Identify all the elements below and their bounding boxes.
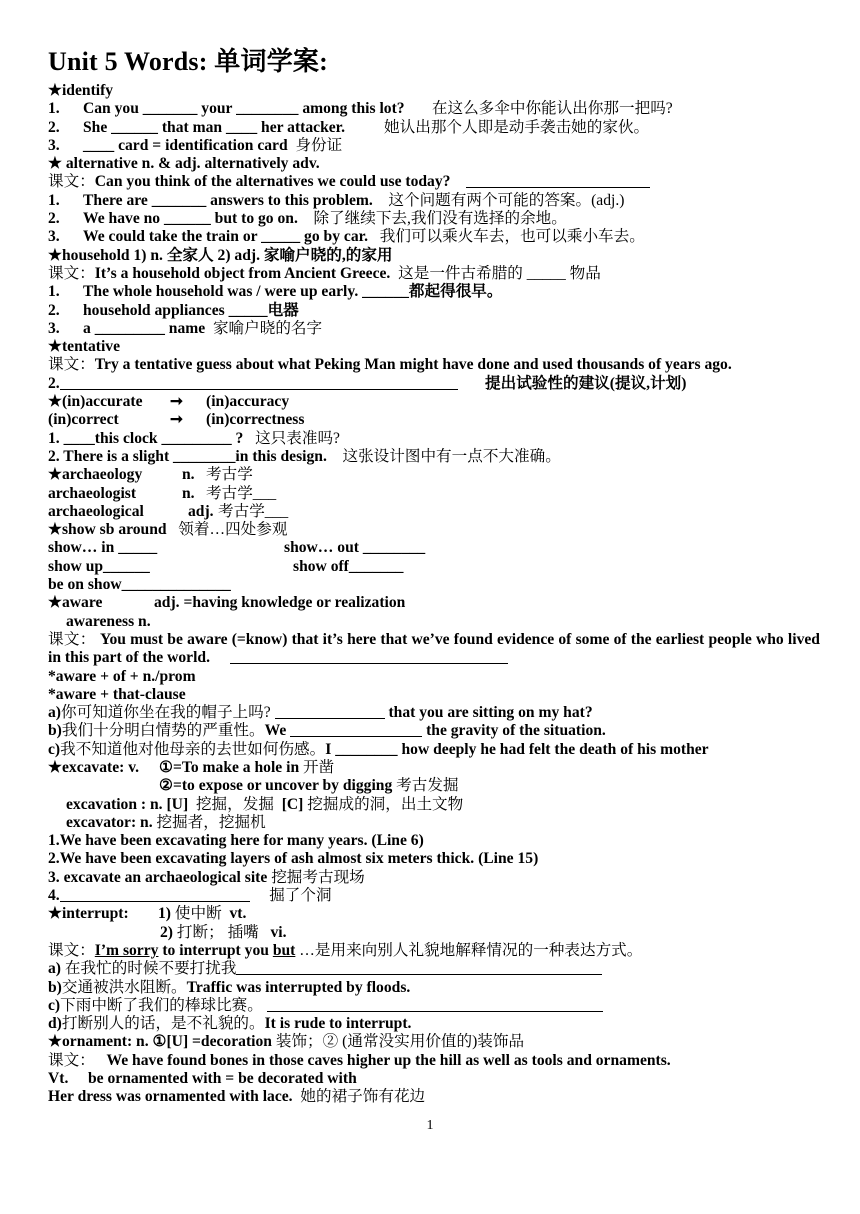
example-line: 2.We have been excavating layers of ash almost six meters thick. (Line 15) — [48, 850, 539, 868]
heading-aware — [48, 594, 820, 612]
word: ★aware — [48, 594, 103, 612]
translation: 除了继续下去,我们没有选择的余地。 — [313, 210, 567, 228]
text-sentence: Can you think of the alternatives we could use today? — [94, 173, 451, 191]
label-kewen: 课文： — [48, 941, 95, 959]
phrase: show up______ — [48, 557, 150, 575]
heading-interrupt — [48, 905, 820, 923]
meaning: 挖掘考古现场 — [271, 868, 365, 886]
meaning: 挖掘，发掘 — [195, 795, 274, 813]
translation: 打断别人的话，是不礼貌的。 — [61, 1015, 265, 1033]
item-letter: a) — [48, 704, 61, 722]
text-sentence: We have found bones in those caves higher up the hill as well as tools and ornaments. — [106, 1051, 671, 1069]
exercise-text: We — [264, 722, 287, 740]
pattern-line: *aware + of + n./prom — [48, 667, 196, 685]
phrase-line — [48, 558, 820, 576]
text-sentence: You must be aware (=know) that it’s here that we’ve found evidence of some of the earliest people who lived in this part of the world. — [48, 630, 820, 667]
answer-blank — [466, 187, 650, 188]
item-line — [48, 722, 820, 740]
item-number: 1. — [48, 191, 60, 209]
definition-line — [48, 777, 820, 795]
exercise-text: We have no ______ but to go on. — [83, 210, 298, 228]
item-line — [48, 430, 820, 448]
phrase: show off_______ — [293, 557, 404, 575]
heading-ornament — [48, 1033, 820, 1051]
item-number: 2. — [48, 210, 60, 228]
text-line — [48, 356, 820, 374]
item-number: 2. — [48, 374, 60, 392]
exercise-text: ____ card = identification card — [83, 136, 288, 154]
phrase: show… out ________ — [284, 539, 426, 557]
translation: 下雨中断了我们的棒球比赛。 — [60, 996, 263, 1014]
page-number: 1 — [426, 1118, 434, 1133]
text-line — [48, 1052, 820, 1070]
meaning: 考古发掘 — [396, 777, 459, 795]
meaning: 领着…四处参观 — [178, 521, 288, 539]
example-text: Her dress was ornamented with lace. — [48, 1088, 293, 1106]
item-line — [48, 1015, 820, 1033]
item-letter: a) — [48, 960, 61, 978]
answer-blank — [290, 736, 422, 737]
item-line — [48, 320, 820, 338]
label-kewen: 课文： — [48, 630, 96, 648]
word: excavation : n. [U] — [66, 795, 189, 813]
meaning: 开凿 — [303, 758, 335, 776]
label-kewen: 课文： — [48, 264, 95, 282]
translation: 这是一件古希腊的 _____ 物品 — [398, 264, 601, 282]
exercise-text: There are _______ answers to this problem. — [83, 191, 373, 209]
definition: ①=To make a hole in — [159, 758, 300, 776]
item-letter: c) — [48, 740, 61, 758]
item-number: 1. — [48, 283, 60, 301]
item-number: 2. — [48, 301, 60, 319]
text-line — [48, 631, 820, 668]
example-line — [48, 1088, 820, 1106]
heading-excavate — [48, 759, 820, 777]
exercise-text: The whole household was / were up early. — [83, 283, 359, 301]
word-line — [48, 814, 820, 832]
answer-blank — [230, 663, 508, 664]
answer-blank — [236, 974, 602, 975]
translation: 在我忙的时候不要打扰我 — [64, 960, 237, 978]
item-line — [48, 741, 820, 759]
item-line — [48, 100, 820, 118]
word: (in)correctness — [206, 411, 305, 429]
translation: 她的裙子饰有花边 — [300, 1088, 426, 1106]
word-line — [48, 485, 820, 503]
translation: 她认出那个人即是动手袭击她的家伙。 — [384, 118, 650, 136]
word-line — [48, 466, 820, 484]
phrase: be ornamented with = be decorated with — [88, 1070, 357, 1088]
item-letter: d) — [48, 1015, 62, 1033]
example-line — [48, 869, 820, 887]
word: excavator: n. — [66, 813, 153, 831]
underlined-phrase: I’m sorry — [94, 941, 159, 959]
translation: 我不知道他对他母亲的去世如何伤感。 — [60, 740, 326, 758]
page-title: Unit 5 Words: 单词学案: — [48, 47, 328, 76]
item-line — [48, 704, 820, 722]
phrase: ★show sb around — [48, 521, 167, 539]
exercise-text: Traffic was interrupted by floods. — [186, 978, 411, 996]
word-pair-line — [48, 411, 820, 429]
exercise-text: household appliances _____电器 — [83, 301, 299, 319]
exercise-text: I ________ how deeply he had felt the death of his mother — [325, 740, 709, 758]
item-line — [48, 448, 820, 466]
item-line — [48, 283, 820, 301]
example-line: 1.We have been excavating here for many years. (Line 6) — [48, 832, 424, 850]
part-of-speech: vt. — [229, 905, 247, 923]
item-line — [48, 960, 820, 978]
arrow-icon: ➞ — [170, 411, 184, 429]
text-sentence: to interrupt you — [162, 941, 269, 959]
label-kewen: 课文： — [48, 1051, 95, 1069]
item-number: 3. — [48, 319, 60, 337]
phrase: 3. excavate an archaeological site — [48, 868, 268, 886]
word-line: awareness n. — [66, 612, 151, 630]
answer-blank — [275, 718, 385, 719]
meaning: 挖掘成的洞，出土文物 — [307, 795, 464, 813]
item-number: 1. — [48, 100, 60, 118]
part-of-speech: adj. — [188, 502, 214, 520]
meaning: 考古学___ — [218, 502, 289, 520]
heading-tentative: ★tentative — [48, 338, 120, 356]
word: (in)accuracy — [206, 393, 290, 411]
definition: adj. =having knowledge or realization — [154, 594, 406, 612]
answer-blank — [60, 901, 250, 902]
sense-line — [48, 924, 820, 942]
translation: 这个问题有两个可能的答案。(adj.) — [388, 191, 625, 209]
word-line — [48, 503, 820, 521]
item-letter: c) — [48, 996, 61, 1014]
translation: 身份证 — [295, 136, 343, 154]
translation: 这张设计图中有一点不大准确。 — [342, 447, 561, 465]
meaning: 考古学 — [206, 466, 253, 484]
item-letter: b) — [48, 978, 62, 996]
translation: 你可知道你坐在我的帽子上吗? — [61, 704, 271, 722]
translation: 在这么多伞中你能认出你那一把吗? — [431, 100, 673, 118]
underlined-phrase: but — [272, 941, 296, 959]
item-number: 3. — [48, 136, 60, 154]
item-number: 3. — [48, 228, 60, 246]
meaning: 打断； 插嘴 — [176, 923, 259, 941]
item-line — [48, 137, 820, 155]
part-of-speech: n. — [182, 484, 195, 502]
word: (in)correct — [48, 411, 119, 429]
part-of-speech: Vt. — [48, 1070, 69, 1088]
item-line — [48, 192, 820, 210]
part-of-speech: vi. — [270, 923, 287, 941]
text-line — [48, 173, 820, 191]
word: ★interrupt: — [48, 905, 129, 923]
part-of-speech: n. — [182, 466, 195, 484]
exercise-text: Can you _______ your ________ among this lot? — [83, 100, 405, 118]
item-letter: b) — [48, 722, 62, 740]
translation: ______都起得很早。 — [362, 283, 503, 301]
item-number: 4. — [48, 887, 60, 905]
translation: 我们十分明白情势的严重性。 — [61, 722, 265, 740]
item-number: 2. — [48, 118, 60, 136]
meaning: 挖掘者，挖掘机 — [156, 813, 266, 831]
word: ★archaeology — [48, 466, 143, 484]
heading-alternative: ★ alternative n. & adj. alternatively adv. — [48, 155, 320, 173]
word: ★excavate: v. — [48, 758, 140, 776]
item-line — [48, 375, 820, 393]
exercise-text: a _________ name — [83, 319, 206, 337]
definition: ②=to expose or uncover by digging — [159, 777, 393, 795]
exercise-text: She ______ that man ____ her attacker. — [83, 118, 346, 136]
note: …是用来向别人礼貌地解释情况的一种表达方式。 — [299, 941, 643, 959]
sense-number: 2) — [160, 923, 173, 941]
item-line — [48, 302, 820, 320]
word: ★(in)accurate — [48, 393, 143, 411]
item-line — [48, 997, 820, 1015]
word: archaeologist — [48, 484, 137, 502]
text-line — [48, 265, 820, 283]
exercise-text: We could take the train or _____ go by car. — [83, 228, 369, 246]
arrow-icon: ➞ — [170, 393, 184, 411]
word: archaeological — [48, 502, 144, 520]
translation: 我们可以乘火车去，也可以乘小车去。 — [379, 228, 645, 246]
meaning: 考古学___ — [206, 484, 277, 502]
item-line — [48, 887, 820, 905]
heading-household: ★household 1) n. 全家人 2) adj. 家喻户晓的,的家用 — [48, 246, 393, 264]
text-sentence: Try a tentative guess about what Peking Man might have done and used thousands of years ago. — [94, 356, 732, 374]
item-line — [48, 119, 820, 137]
item-line — [48, 979, 820, 997]
meaning: 装饰；② — [275, 1033, 339, 1051]
label-kewen: 课文： — [48, 356, 95, 374]
text-line — [48, 942, 820, 960]
meaning: (通常没实用价值的)装饰品 — [342, 1033, 525, 1051]
answer-blank — [267, 1011, 603, 1012]
exercise-text: 1. ____this clock _________ ? — [48, 429, 244, 447]
label-kewen: 课文： — [48, 173, 95, 191]
pattern-line: *aware + that-clause — [48, 685, 186, 703]
exercise-text: It is rude to interrupt. — [264, 1015, 412, 1033]
sense-number: 1) — [158, 905, 171, 923]
translation: 交通被洪水阻断。 — [61, 978, 187, 996]
phrase-line: be on show______________ — [48, 576, 231, 594]
word-pair-line — [48, 393, 820, 411]
phrase: show… in _____ — [48, 539, 158, 557]
item-line — [48, 210, 820, 228]
word-line — [48, 796, 820, 814]
exercise-text: that you are sitting on my hat? — [388, 704, 593, 722]
exercise-text: 2. There is a slight ________in this design. — [48, 447, 327, 465]
translation: 这只表准吗? — [255, 429, 340, 447]
translation: 家喻户晓的名字 — [212, 319, 323, 337]
phrase-line — [48, 539, 820, 557]
definition: ★ornament: n. ①[U] =decoration — [48, 1033, 272, 1051]
worksheet — [48, 46, 820, 1107]
item-line — [48, 228, 820, 246]
heading-show-around — [48, 521, 820, 539]
translation: 掘了个洞 — [269, 887, 332, 905]
answer-blank — [60, 389, 458, 390]
heading-identify: ★identify — [48, 82, 114, 99]
translation: 提出试验性的建议(提议,计划) — [485, 374, 687, 392]
meaning: 使中断 — [174, 905, 222, 923]
usage-line — [48, 1070, 820, 1088]
text-sentence: It’s a household object from Ancient Greece. — [94, 264, 391, 282]
part-of-speech: [C] — [281, 795, 304, 813]
exercise-text: the gravity of the situation. — [426, 722, 606, 740]
